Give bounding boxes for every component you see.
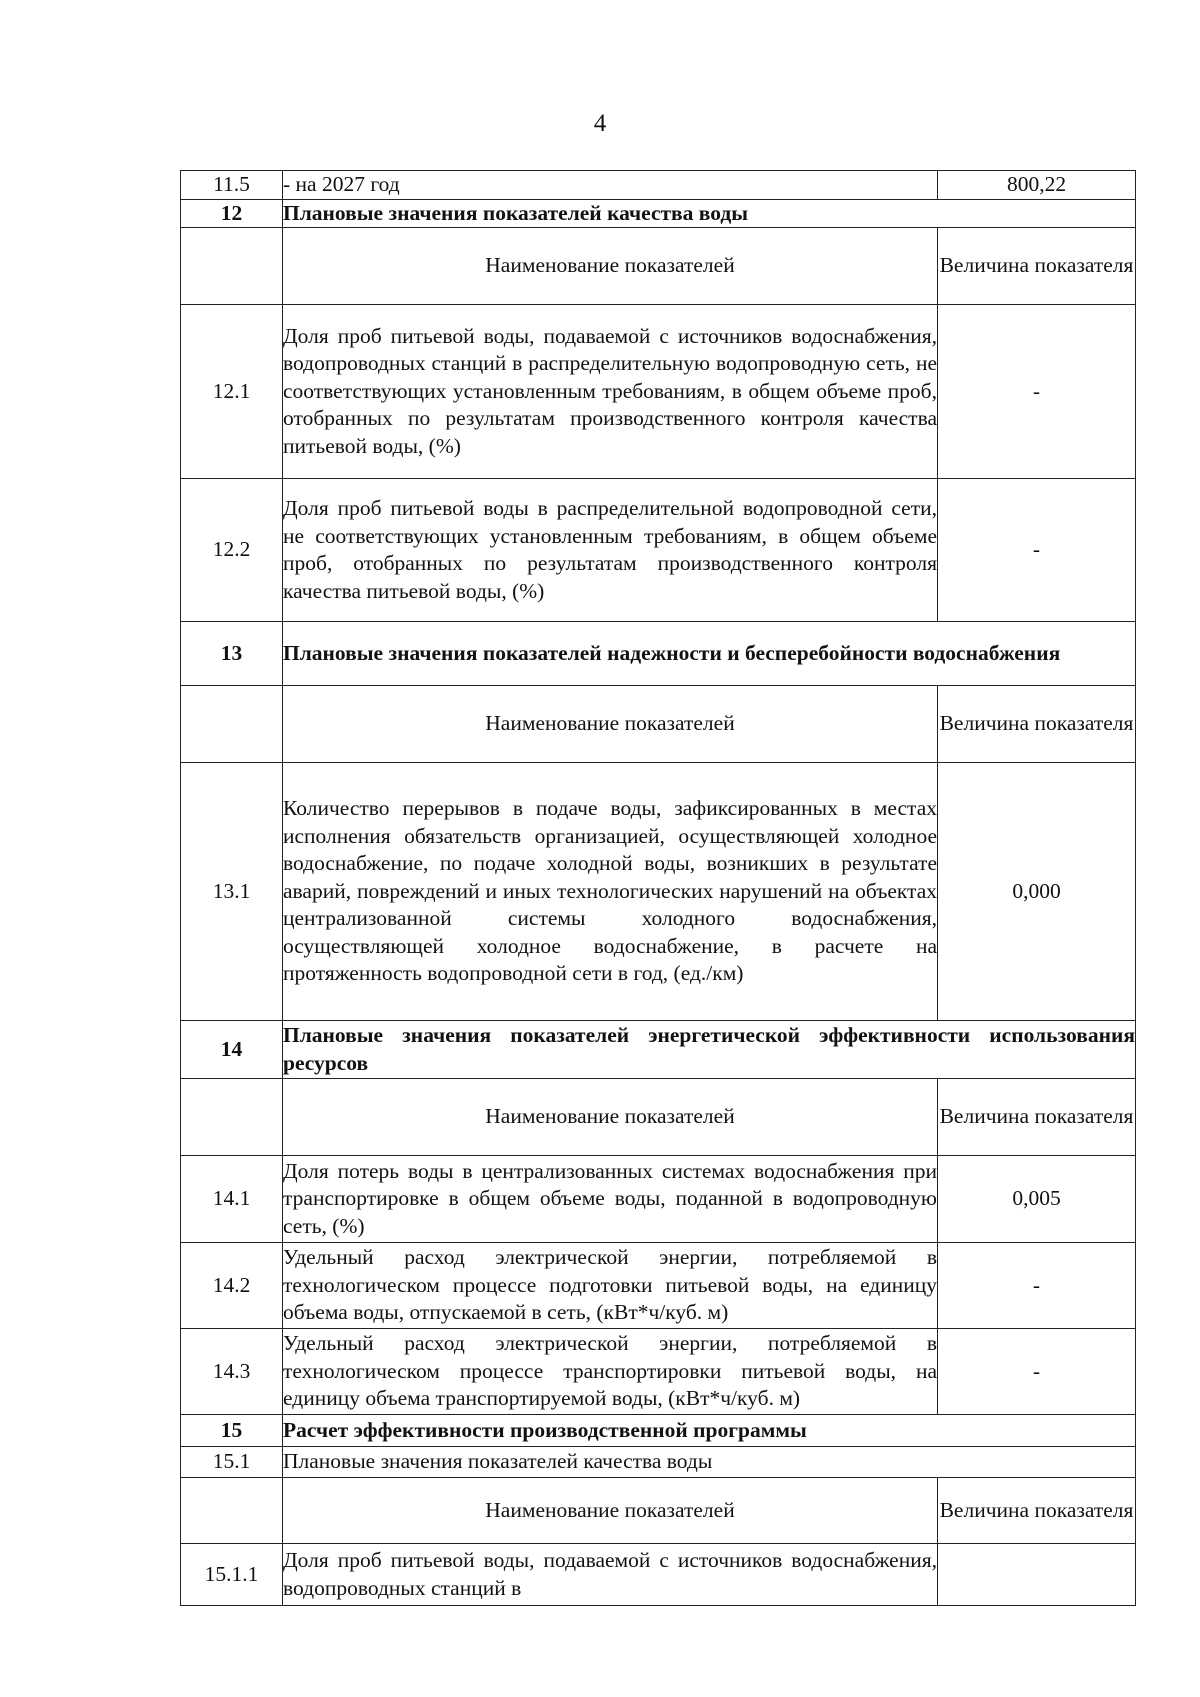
header-empty-cell <box>181 1079 283 1156</box>
table-row <box>181 171 1136 200</box>
row-text: Удельный расход электрической энергии, потребляемой в технологическом процессе подготовки питьевой воды, на единицу объема воды, отпускаемой в сеть, (кВт*ч/куб. м) <box>283 1243 938 1329</box>
row-text: - на 2027 год <box>283 171 938 200</box>
row-value: 0,000 <box>938 763 1136 1021</box>
row-text: Количество перерывов в подаче воды, зафиксированных в местах исполнения обязательств организацией, осуществляющей холодное водоснабжение, по подаче холодной воды, возникших в результате аварий, повреждений и иных технологических нарушений на объектах централизованной системы холодного водоснабжения, осуществляющей холодное водоснабжение, в расчете на протяженность водопроводной сети в год, (ед./км) <box>283 763 938 1021</box>
row-value: 800,22 <box>938 171 1136 200</box>
header-row <box>181 228 1136 305</box>
header-row <box>181 686 1136 763</box>
section-row <box>181 1021 1136 1079</box>
row-number: 14.1 <box>181 1156 283 1243</box>
subsection-title: Плановые значения показателей качества воды <box>283 1447 1136 1478</box>
section-title: Плановые значения показателей качества воды <box>283 199 1136 228</box>
row-value <box>938 1544 1136 1606</box>
row-text: Доля проб питьевой воды в распределительной водопроводной сети, не соответствующих установленным требованиям, в общем объеме проб, отобранных по результатам производственного контроля качества питьевой воды, (%) <box>283 479 938 622</box>
row-number: 15.1.1 <box>181 1544 283 1606</box>
row-value: - <box>938 479 1136 622</box>
table-row <box>181 305 1136 479</box>
table-row <box>181 1329 1136 1415</box>
header-name: Наименование показателей <box>283 1478 938 1544</box>
row-number: 14.3 <box>181 1329 283 1415</box>
table-row <box>181 1243 1136 1329</box>
section-number: 14 <box>181 1021 283 1079</box>
section-row <box>181 622 1136 686</box>
row-value: - <box>938 1329 1136 1415</box>
header-value: Величина показателя <box>938 1079 1136 1156</box>
table-row <box>181 1156 1136 1243</box>
header-value: Величина показателя <box>938 686 1136 763</box>
row-value: - <box>938 305 1136 479</box>
subsection-number: 15.1 <box>181 1447 283 1478</box>
section-title: Плановые значения показателей надежности и бесперебойности водоснабжения <box>283 622 1136 686</box>
table-row <box>181 479 1136 622</box>
row-value: - <box>938 1243 1136 1329</box>
section-number: 12 <box>181 199 283 228</box>
section-row <box>181 199 1136 228</box>
row-value: 0,005 <box>938 1156 1136 1243</box>
indicators-table <box>180 170 1136 1606</box>
row-text: Доля потерь воды в централизованных системах водоснабжения при транспортировке в общем объеме воды, поданной в водопроводную сеть, (%) <box>283 1156 938 1243</box>
table-row <box>181 763 1136 1021</box>
header-value: Величина показателя <box>938 228 1136 305</box>
page-number: 4 <box>593 110 607 137</box>
section-title: Плановые значения показателей энергетической эффективности использования ресурсов <box>283 1021 1136 1079</box>
row-text: Доля проб питьевой воды, подаваемой с источников водоснабжения, водопроводных станций в <box>283 1544 938 1606</box>
header-empty-cell <box>181 228 283 305</box>
row-text: Доля проб питьевой воды, подаваемой с источников водоснабжения, водопроводных станций в распределительную водопроводную сеть, не соответствующих установленным требованиям, в общем объеме проб, отобранных по результатам производственного контроля качества питьевой воды, (%) <box>283 305 938 479</box>
row-number: 13.1 <box>181 763 283 1021</box>
header-row <box>181 1478 1136 1544</box>
row-number: 12.2 <box>181 479 283 622</box>
row-number: 11.5 <box>181 171 283 200</box>
row-text: Удельный расход электрической энергии, потребляемой в технологическом процессе транспортировки питьевой воды, на единицу объема транспортируемой воды, (кВт*ч/куб. м) <box>283 1329 938 1415</box>
header-row <box>181 1079 1136 1156</box>
subsection-row <box>181 1447 1136 1478</box>
section-number: 15 <box>181 1415 283 1447</box>
header-name: Наименование показателей <box>283 686 938 763</box>
header-empty-cell <box>181 686 283 763</box>
row-number: 14.2 <box>181 1243 283 1329</box>
section-title: Расчет эффективности производственной программы <box>283 1415 1136 1447</box>
row-number: 12.1 <box>181 305 283 479</box>
header-empty-cell <box>181 1478 283 1544</box>
header-name: Наименование показателей <box>283 1079 938 1156</box>
header-name: Наименование показателей <box>283 228 938 305</box>
table-row <box>181 1544 1136 1606</box>
section-number: 13 <box>181 622 283 686</box>
header-value: Величина показателя <box>938 1478 1136 1544</box>
section-row <box>181 1415 1136 1447</box>
